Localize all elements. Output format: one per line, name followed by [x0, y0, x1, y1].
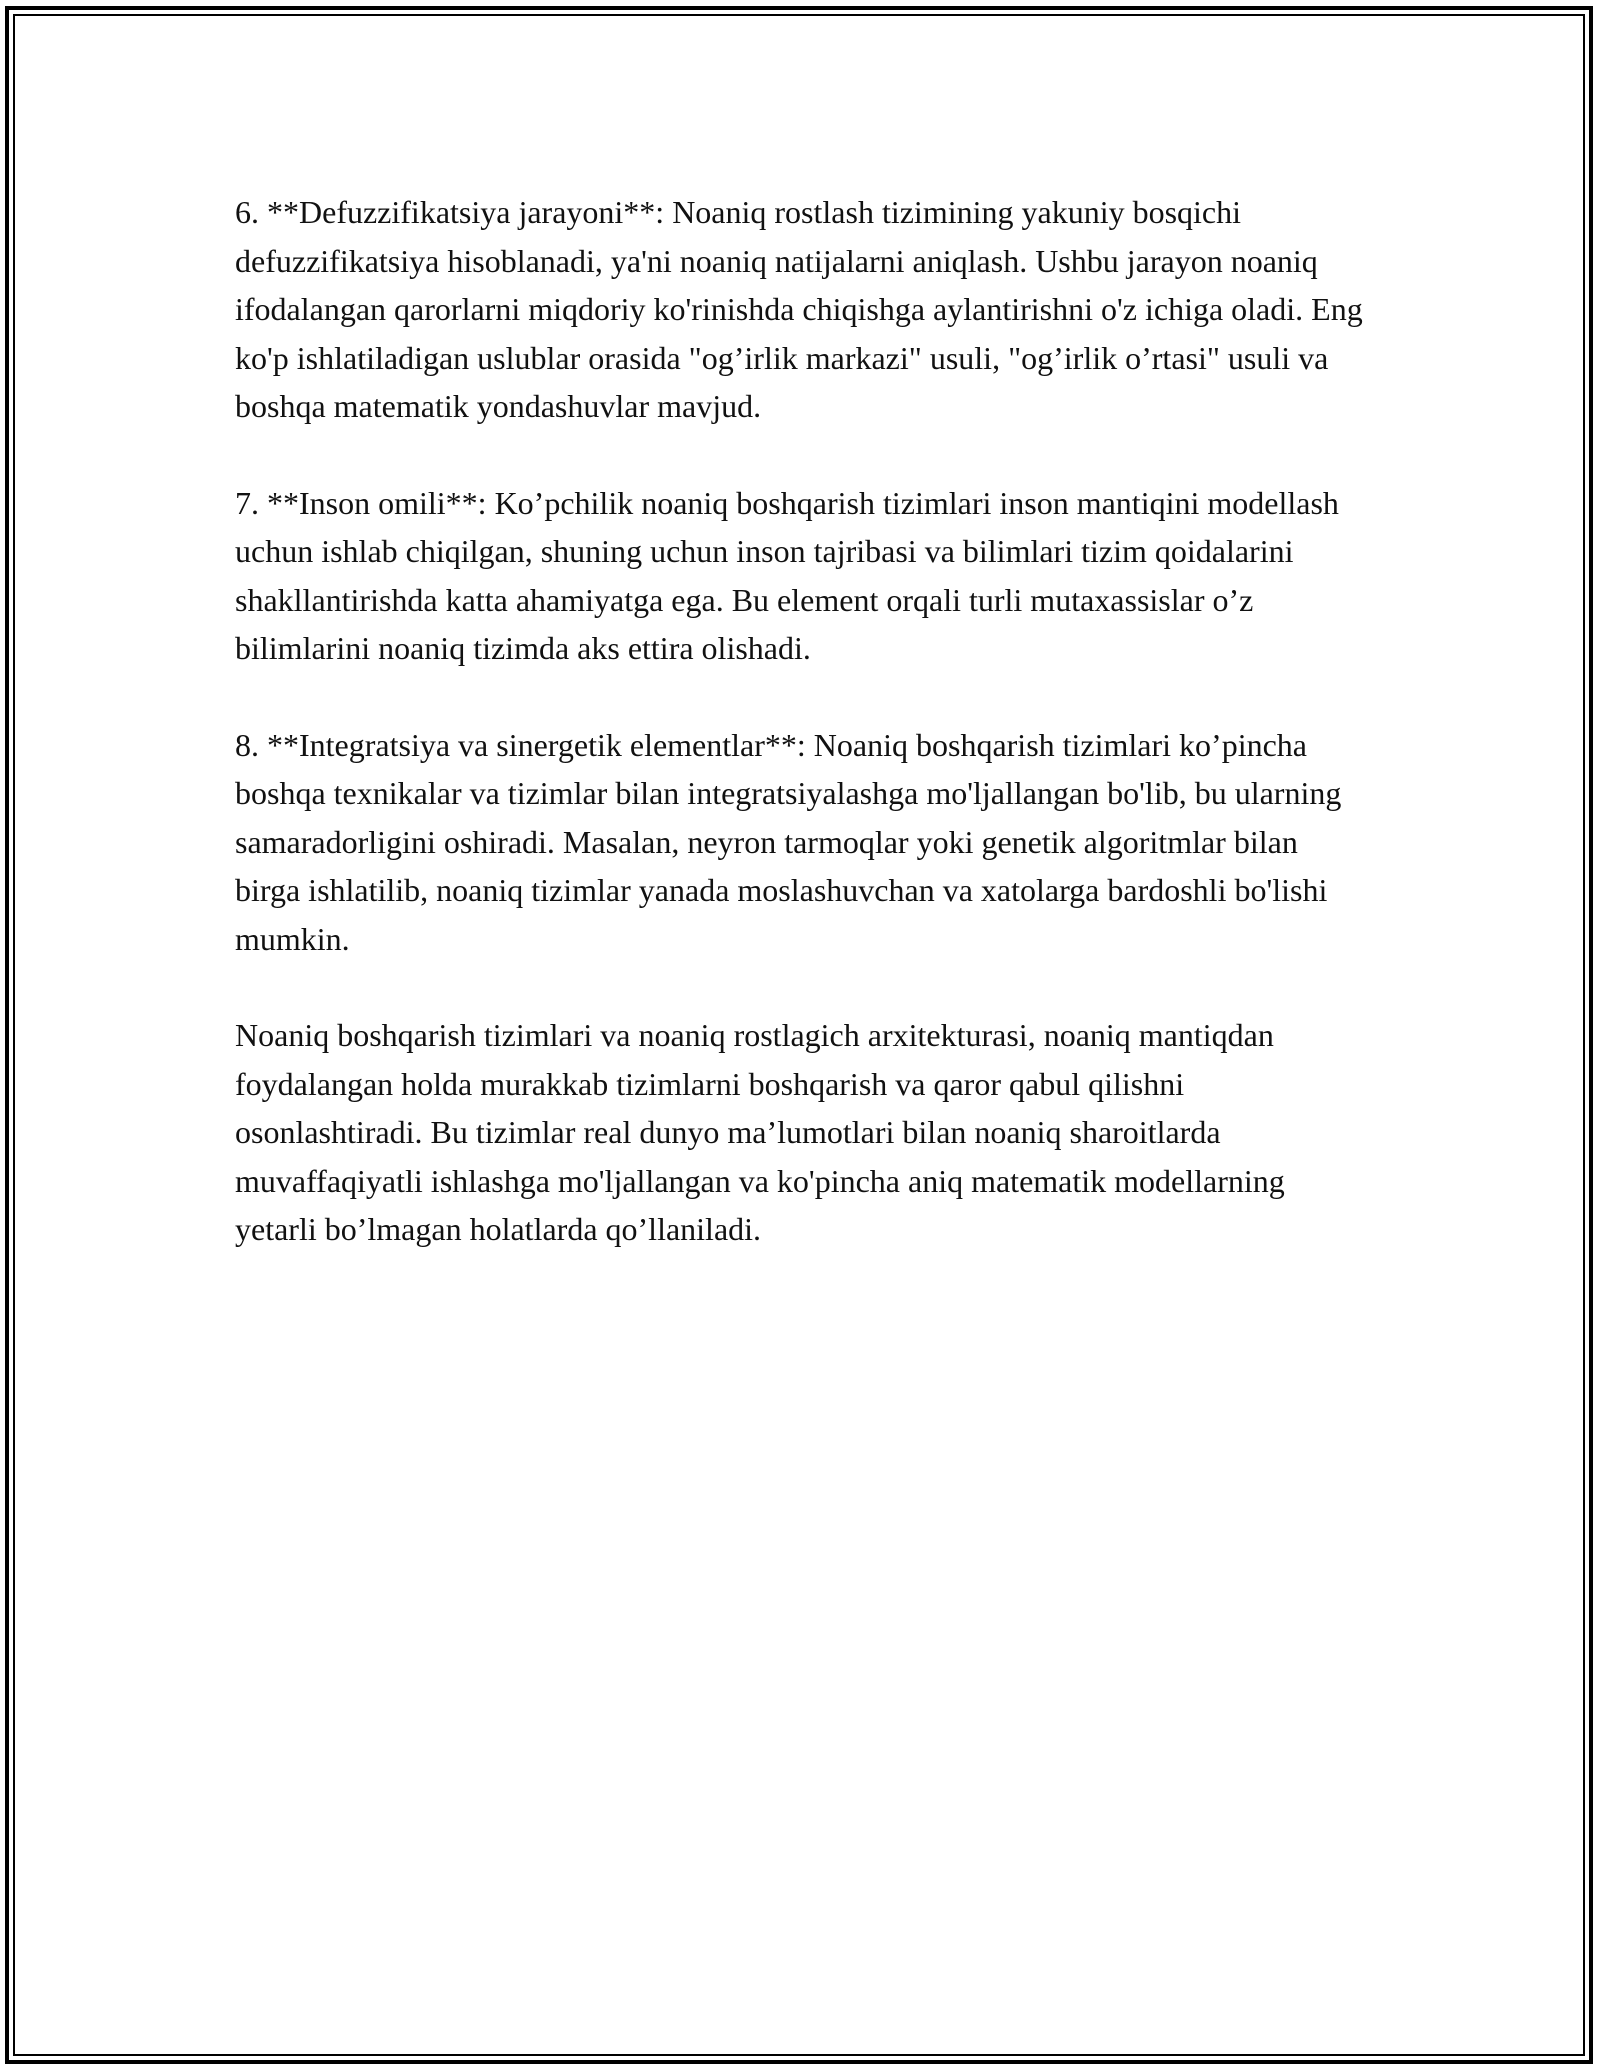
paragraph-integration: 8. **Integratsiya va sinergetik elementlar**: Noaniq boshqarish tizimlari ko’pincha boshqa texnikalar va tizimlar bilan integratsiyalashga mo'ljallangan bo'lib, bu ularning samaradorligini oshiradi. Masalan, neyron tarmoqlar yoki genetik algoritmlar bilan birga ishlatilib, noaniq tizimlar yanada moslashuvchan va xatolarga bardoshli bo'lishi mumkin.	[235, 726, 1342, 957]
paragraph-human-factor: 7. **Inson omili**: Ko’pchilik noaniq boshqarish tizimlari inson mantiqini modellash uchun ishlab chiqilgan, shuning uchun inson tajribasi va bilimlari tizim qoidalarini shakllantirishda katta ahamiyatga ega. Bu element orqali turli mutaxassislar o’z bilimlarini noaniq tizimda aks ettira olishadi.	[235, 484, 1339, 666]
document-body	[235, 188, 1370, 1302]
paragraph-conclusion: Noaniq boshqarish tizimlari va noaniq rostlagich arxitekturasi, noaniq mantiqdan foydalangan holda murakkab tizimlarni boshqarish va qaror qabul qilishni osonlashtiradi. Bu tizimlar real dunyo ma’lumotlari bilan noaniq sharoitlarda muvaffaqiyatli ishlashga mo'ljallangan va ko'pincha aniq matematik modellarning yetarli bo’lmagan holatlarda qo’llaniladi.	[235, 1017, 1285, 1247]
paragraph-defuzzification: 6. **Defuzzifikatsiya jarayoni**: Noaniq rostlash tizimining yakuniy bosqichi defuzzifikatsiya hisoblanadi, ya'ni noaniq natijalarni aniqlash. Ushbu jarayon noaniq ifodalangan qarorlarni miqdoriy ko'rinishda chiqishga aylantirishni o'z ichiga oladi. Eng ko'p ishlatiladigan uslublar orasida "og’irlik markazi" usuli, "og’irlik o’rtasi" usuli va boshqa matematik yondashuvlar mavjud.	[235, 194, 1363, 424]
